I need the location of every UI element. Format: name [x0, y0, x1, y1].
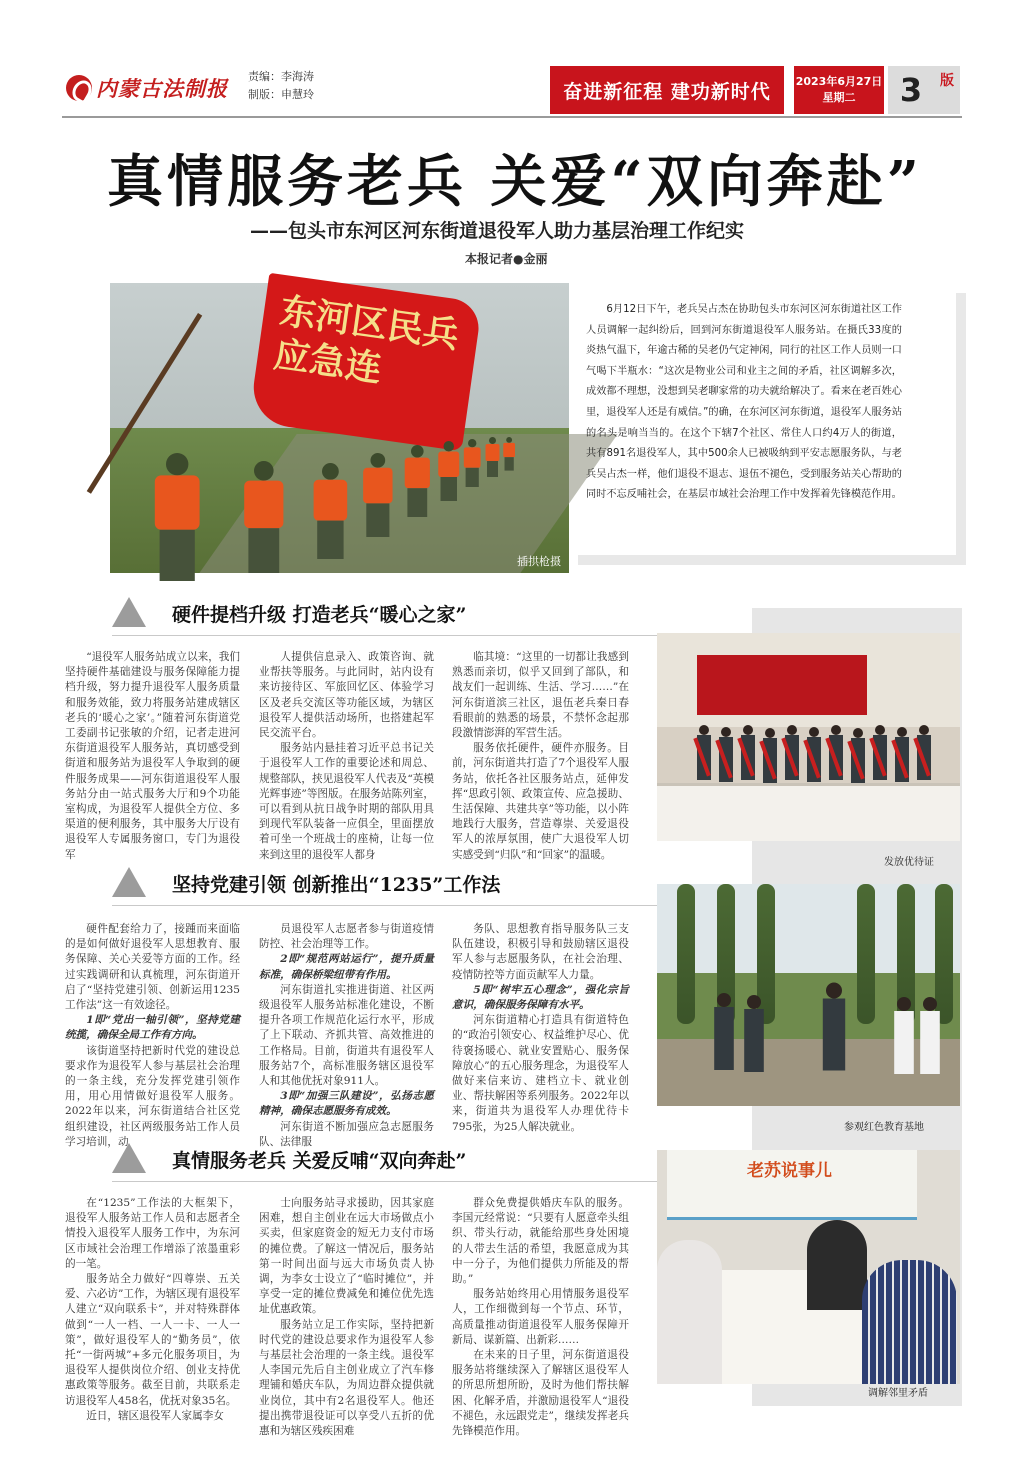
issue-date: 2023年6月27日: [795, 75, 883, 88]
paragraph: 员退役军人志愿者参与街道疫情防控、社会治理等工作。: [259, 923, 434, 951]
paragraph-lead: 1即“党出一轴引领”，坚持党建统揽，确保全局工作有方向。: [65, 1014, 240, 1042]
section-title: 坚持党建引领 创新推出“1235”工作法: [172, 874, 501, 896]
soldier-figure: [240, 461, 288, 573]
soldier-figure: [502, 437, 516, 471]
logo-flame-icon: [66, 75, 92, 101]
paragraph: 服务站内悬挂着习近平总书记关于退役军人工作的重要论述和周总、规整部队，挟见退役军人代表及“英模光辉事迹”等图版。在服务站陈列室，可以看到从抗日战争时期的部队用具到现代军队装备一应俱全，里面摆放着可坐一个班战士的座椅，让每一位来到这里的退役军人都身: [259, 742, 434, 861]
person-figure: [763, 728, 777, 783]
conference-table: [657, 783, 960, 841]
photo-caption: 参观红色教育基地: [844, 1122, 924, 1133]
lead-photo: [110, 283, 569, 573]
newspaper-logo: [66, 68, 234, 108]
photo-caption: 发放优待证: [884, 857, 934, 868]
editor-name: 责编：李海涛: [248, 70, 314, 83]
paragraph: 服务依托硬件，硬件亦服务。目前，河东街道共打造了7个退役军人服务站，依托各社区服务站点，延伸发挥“思政引领、政策宣传、应急援助、生活保障、共建共享”等功能，以小阵地践行大服务，营造尊崇、关爱退役军人的浓厚氛围，使广大退役军人切实感受到“归队”和“回家”的温暖。: [452, 742, 629, 861]
militia-flag: 东河区民兵应急连: [249, 273, 483, 451]
issue-weekday: 星期二: [822, 91, 856, 104]
logo-text: 内蒙古法制报: [96, 76, 228, 101]
paragraph: 该街道坚持把新时代党的建设总要求作为退役军人参与基层社会治理的一条主线，充分发挥党建引领作用，用心用情做好退役军人服务。2022年以来，河东街道结合社区党组织建设，社区两级服务站工作人员学习培训，动: [65, 1044, 240, 1148]
article-byline: 本报记者●金丽: [465, 252, 548, 266]
person-figure: [657, 1240, 722, 1384]
person-figure: [894, 997, 914, 1074]
section-2-column-3: [452, 922, 629, 1133]
photo-credit: 插拱枪摄: [517, 555, 561, 568]
paragraph: 服务站全力做好“四尊崇、五关爱、六必访”工作，为辖区现有退役军人建立“双向联系卡”，并对特殊群体做到“一人一档、一人一卡、一人一策”，做好退役军人的“勤务员”，依托“一街两城”+多元化服务项目，为退役军人提供岗位介绍、创业支持优惠政策等服务。截至目前，共联系走访退役军人458名，优抚对象35名。: [65, 1273, 240, 1407]
section-1-column-2: [259, 650, 434, 860]
masthead: [62, 62, 962, 118]
person-figure: [744, 995, 764, 1072]
section-header: [112, 1142, 752, 1182]
person-figure: [829, 725, 843, 780]
photo-mediation: [657, 1150, 960, 1384]
triangle-marker-icon: [112, 867, 146, 897]
person-figure: [873, 725, 887, 780]
triangle-marker-icon: [112, 597, 146, 627]
triangle-marker-icon: [112, 1143, 146, 1173]
red-banner: [697, 655, 867, 715]
paragraph: 人提供信息录入、政策咨询、就业帮扶等服务。与此同时，站内设有来访接待区、军旅回忆区、体验学习区及老兵交流区等功能区域，为辖区退役军人提供活动场所，也搭建起军民交流平台。: [259, 651, 434, 740]
editor-credits: [248, 68, 314, 104]
paragraph: 群众免费提供婚庆车队的服务。李国元经常说：“只要有人愿意牵头组织、带头行动，就能给那些身处困境的人带去生活的希望，我愿意成为其中一分子，为他们提供力所能及的帮助。”: [452, 1197, 629, 1286]
person-figure: [851, 728, 865, 783]
soldier-figure: [150, 453, 204, 581]
paragraph: 河东街道精心打造具有街道特色的“政治引领安心、权益维护尽心、优待褒扬暖心、就业安置贴心、服务保障放心”的五心服务理念，为退役军人做好来信来访、建档立卡、就业创业、帮扶解困等系列服务。2022年以来，街道共为退役军人办理优待卡795张，为25人解决就业。: [452, 1014, 629, 1133]
section-3-column-1: [65, 1196, 240, 1426]
paragraph: 河东街道不断加强应急志愿服务队、法律服: [259, 1120, 434, 1148]
paragraph: 硬件配套给力了，接踵而来面临的是如何做好退役军人思想教育、服务保障、关心关爱等方面的工作。经过实践调研和认真梳理，河东街道开启了“坚持党建引领、创新运用1235工作法”这一有效途径。: [65, 923, 240, 1012]
person-figure: [807, 1220, 867, 1310]
person-figure: [719, 727, 733, 782]
masthead-divider: [62, 116, 962, 118]
paragraph: 士向服务站寻求援助，因其家庭困难，想自主创业在远大市场做点小买卖，但家庭资金的短无力支付市场的摊位费。了解这一情况后，服务站第一时间出面与远大市场负责人协调，为李女士设立了“临时摊位”，并享受一定的摊位费减免和摊位优先选址优惠政策。: [259, 1197, 434, 1316]
person-figure: [714, 993, 734, 1070]
person-figure: [697, 725, 711, 780]
paragraph: “退役军人服务站成立以来，我们坚持硬件基础建设与服务保障能力提档升级，努力提升退役军人服务质量和服务效能，致力将服务站建成辖区老兵的‘暖心之家’。”随着河东街道党工委副书记张敏的介绍，记者走进河东街道退役军人服务站，真切感受到街道和服务站为退役军人争取到的硬件服务成果——河东街道退役军人服务站分由一站式服务大厅和9个功能室构成，为退役军人提供全方位、多渠道的便利服务，其中服务大厅设有退役军人专属服务窗口，专门为退役军: [65, 651, 240, 861]
page-label: 版: [934, 66, 960, 114]
paragraph: 在“1235”工作法的大框架下，退役军人服务站工作人员和志愿者全情投入退役军人服务工作中，为东河区市域社会治理工作增添了浓墨重彩的一笔。: [65, 1197, 240, 1270]
page-slogan: 奋进新征程 建功新时代: [550, 66, 784, 114]
paragraph-lead: 3即“加强三队建设”，弘扬志愿精神，确保志愿服务有成效。: [259, 1090, 434, 1118]
section-3-column-3: [452, 1196, 629, 1438]
section-title: 真情服务老兵 关爱反哺“双向奔赴”: [172, 1150, 467, 1172]
paragraph: 服务站立足工作实际，坚持把新时代党的建设总要求作为退役军人参与基层社会治理的一条主线。退役军人李国元先后自主创业成立了汽车修理铺和婚庆车队，为周边群众提供就业岗位，其中有2名退役军人。他还提出携带退役证可以享受八五折的优惠和为辖区残疾困难: [259, 1318, 434, 1438]
person-figure: [823, 983, 845, 1071]
paragraph: 临其境：“这里的一切都让我感到熟悉而亲切，似乎又回到了部队，和战友们一起训练、生活、学习……”在河东街道滨三社区，退伍老兵秦日春看眼前的熟悉的场景，不禁怀念起那段激情澎湃的军营生活。: [452, 651, 629, 740]
soldier-figure: [402, 445, 433, 517]
section-title: 硬件提档升级 打造老兵“暖心之家”: [172, 604, 467, 626]
paragraph: 河东街道扎实推进街道、社区两级退役军人服务站标准化建设，不断提升各项工作规范化运行水平，形成了上下联动、齐抓共管、高效推进的工作格局。目前，街道共有退役军人服务站7个，高标准服务辖区退役军人和其他优抚对象911人。: [259, 983, 434, 1088]
paragraph: 务队、思想教育指导服务队三支队伍建设，积极引导和鼓励辖区退役军人参与志愿服务队，在社会治理、疫情防控等方面贡献军人力量。: [452, 923, 629, 981]
photo-caption: 调解邻里矛盾: [868, 1388, 928, 1399]
soldier-figure: [436, 441, 462, 501]
soldier-figure: [310, 463, 351, 559]
photo-education-base: [657, 884, 960, 1106]
paragraph-lead: 5即“树牢五心理念”，强化宗旨意识，确保服务保障有水平。: [452, 983, 629, 1012]
section-2-column-2: [259, 922, 434, 1148]
paragraph: 在未来的日子里，河东街道退役服务站将继续深入了解辖区退役军人的所思所想所盼，及时为他们帮扶解困、化解矛盾，并激励退役军人“退役不褪色，永远跟党走”，继续发挥老兵先锋模范作用。: [452, 1349, 629, 1438]
section-header: [112, 596, 752, 636]
person-figure: [917, 725, 931, 780]
page-number: 3: [888, 66, 934, 114]
paragraph: 近日，辖区退役军人家属李女: [86, 1409, 224, 1422]
article-intro: 6月12日下午，老兵吴占杰在协助包头市东河区河东街道社区工作人员调解一起纠纷后，回到河东街道退役军人服务站。在摄氏33度的炎热气温下，年逾古稀的吴老仍气定神闲，同行的社区工作人员则一口气喝下半瓶水：“这次是物业公司和业主之间的矛盾，社区调解多次，成效都不理想，没想到吴老聊家常的功夫就给解决了。看来在老百姓心里，退役军人还是有威信。”的确，在东河区河东街道，退役军人服务站的名头是响当当的。在这个下辖7个社区、常住人口约4万人的街道，共有891名退役军人，其中500余人已被吸纳到平安志愿服务队，与老兵吴占杰一样，他们退役不退志、退伍不褪色，受到服务站关心帮助的同时不忘反哺社会，在基层市域社会治理工作中发挥着先锋模范作用。: [586, 304, 902, 501]
paragraph-lead: 2即“规范两站运行”，提升质量标准，确保桥梁纽带有作用。: [259, 953, 434, 981]
section-2-column-1: [65, 922, 240, 1148]
person-figure: [741, 725, 755, 780]
soldier-figure: [462, 439, 482, 487]
article-subheadline: ——包头市东河区河东街道退役军人助力基层治理工作纪实: [250, 220, 745, 242]
soldier-figure: [484, 437, 501, 477]
section-1-column-3: [452, 650, 629, 860]
photo-ceremony: [657, 633, 960, 841]
person-figure: [807, 727, 821, 782]
producer-name: 制版：申慧玲: [248, 88, 314, 101]
section-header: [112, 866, 752, 906]
wall-board: [667, 1150, 917, 1220]
person-figure: [785, 725, 799, 780]
person-figure: [862, 1260, 957, 1384]
soldier-figure: [360, 453, 396, 537]
person-figure: [895, 727, 909, 782]
board-text: 老苏说事儿: [747, 1161, 832, 1181]
issue-date-box: [794, 66, 884, 114]
section-1-column-1: [65, 650, 240, 860]
section-3-column-2: [259, 1196, 434, 1438]
paragraph: 服务站始终用心用情服务退役军人，工作细微到每一个节点、环节，高质量推动街道退役军人服务保障开新局、谋新篇、出新彩……: [452, 1288, 629, 1346]
person-figure: [920, 997, 940, 1074]
article-headline: 真情服务老兵 关爱“双向奔赴”: [107, 149, 923, 215]
